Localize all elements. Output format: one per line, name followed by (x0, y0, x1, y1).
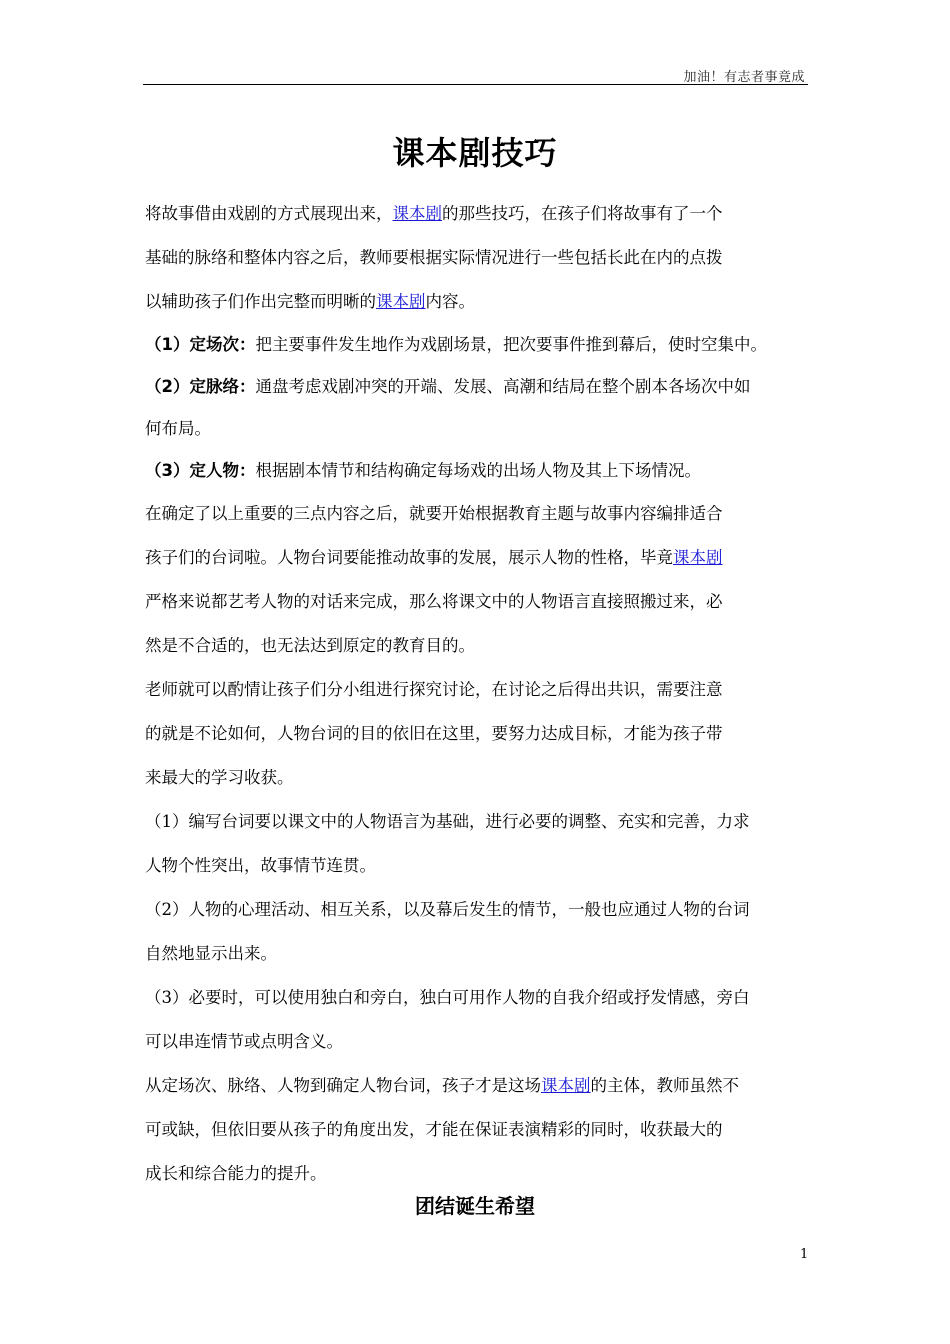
rule-1-cont: 人物个性突出，故事情节连贯。 (145, 856, 376, 875)
kebenju-link[interactable]: 课本剧 (673, 548, 723, 567)
page-title: 课本剧技巧 (392, 134, 558, 172)
text-span: 的那些技巧，在孩子们将故事有了一个 (442, 204, 723, 223)
paragraph-line (145, 536, 813, 580)
paragraph-line: 严格来说都艺考人物的对话来完成，那么将课文中的人物语言直接照搬过来，必 (145, 592, 723, 611)
text-span: 孩子们的台词啦。人物台词要能推动故事的发展，展示人物的性格，毕竟 (145, 548, 673, 567)
step-label: （2）定脉络： (145, 377, 256, 396)
paragraph-line (145, 1064, 813, 1108)
kebenju-link[interactable]: 课本剧 (376, 292, 426, 311)
step-label: （1）定场次： (145, 335, 256, 354)
text-span: 从定场次、脉络、人物到确定人物台词，孩子才是这场 (145, 1076, 541, 1095)
kebenju-link[interactable]: 课本剧 (392, 204, 442, 223)
section-subtitle: 团结诞生希望 (415, 1194, 535, 1218)
kebenju-link[interactable]: 课本剧 (541, 1076, 591, 1095)
paragraph-line: 的就是不论如何，人物台词的目的依旧在这里，要努力达成目标，才能为孩子带 (145, 724, 723, 743)
rule-3-cont: 可以串连情节或点明含义。 (145, 1032, 343, 1051)
header-motto: 加油！有志者事竟成 (683, 70, 805, 85)
text-span: 根据剧本情节和结构确定每场戏的出场人物及其上下场情况。 (255, 461, 701, 480)
paragraph-line: 基础的脉络和整体内容之后，教师要根据实际情况进行一些包括长此在内的点拨 (145, 248, 723, 267)
paragraph-line: 成长和综合能力的提升。 (145, 1164, 327, 1183)
page-number: 1 (800, 1247, 809, 1262)
paragraph-line: 老师就可以酌情让孩子们分小组进行探究讨论，在讨论之后得出共识，需要注意 (145, 680, 723, 699)
step-2 (145, 366, 813, 408)
paragraph-line: 在确定了以上重要的三点内容之后，就要开始根据教育主题与故事内容编排适合 (145, 504, 723, 523)
paragraph-line: 可或缺，但依旧要从孩子的角度出发，才能在保证表演精彩的同时，收获最大的 (145, 1120, 723, 1139)
paragraph-line: 然是不合适的，也无法达到原定的教育目的。 (145, 636, 475, 655)
text-span: 通盘考虑戏剧冲突的开端、发展、高潮和结局在整个剧本各场次中如 (255, 377, 751, 396)
text-span: 以辅助孩子们作出完整而明晰的 (145, 292, 376, 311)
paragraph-line (145, 192, 813, 236)
rule-1: （1）编写台词要以课文中的人物语言为基础，进行必要的调整、充实和完善，力求 (145, 812, 750, 831)
document-body (145, 192, 813, 1196)
paragraph-line: 来最大的学习收获。 (145, 768, 294, 787)
rule-2-cont: 自然地显示出来。 (145, 944, 277, 963)
step-2-cont: 何布局。 (145, 419, 211, 438)
text-span: 把主要事件发生地作为戏剧场景，把次要事件推到幕后，使时空集中。 (255, 335, 767, 354)
header-divider (143, 84, 808, 85)
step-label: （3）定人物： (145, 461, 256, 480)
text-span: 的主体，教师虽然不 (590, 1076, 739, 1095)
text-span: 内容。 (425, 292, 475, 311)
step-3 (145, 450, 813, 492)
rule-3: （3）必要时，可以使用独白和旁白，独白可用作人物的自我介绍或抒发情感，旁白 (145, 988, 750, 1007)
rule-2: （2）人物的心理活动、相互关系，以及幕后发生的情节，一般也应通过人物的台词 (145, 900, 750, 919)
step-1 (145, 324, 813, 366)
paragraph-line (145, 280, 813, 324)
text-span: 将故事借由戏剧的方式展现出来， (145, 204, 393, 223)
